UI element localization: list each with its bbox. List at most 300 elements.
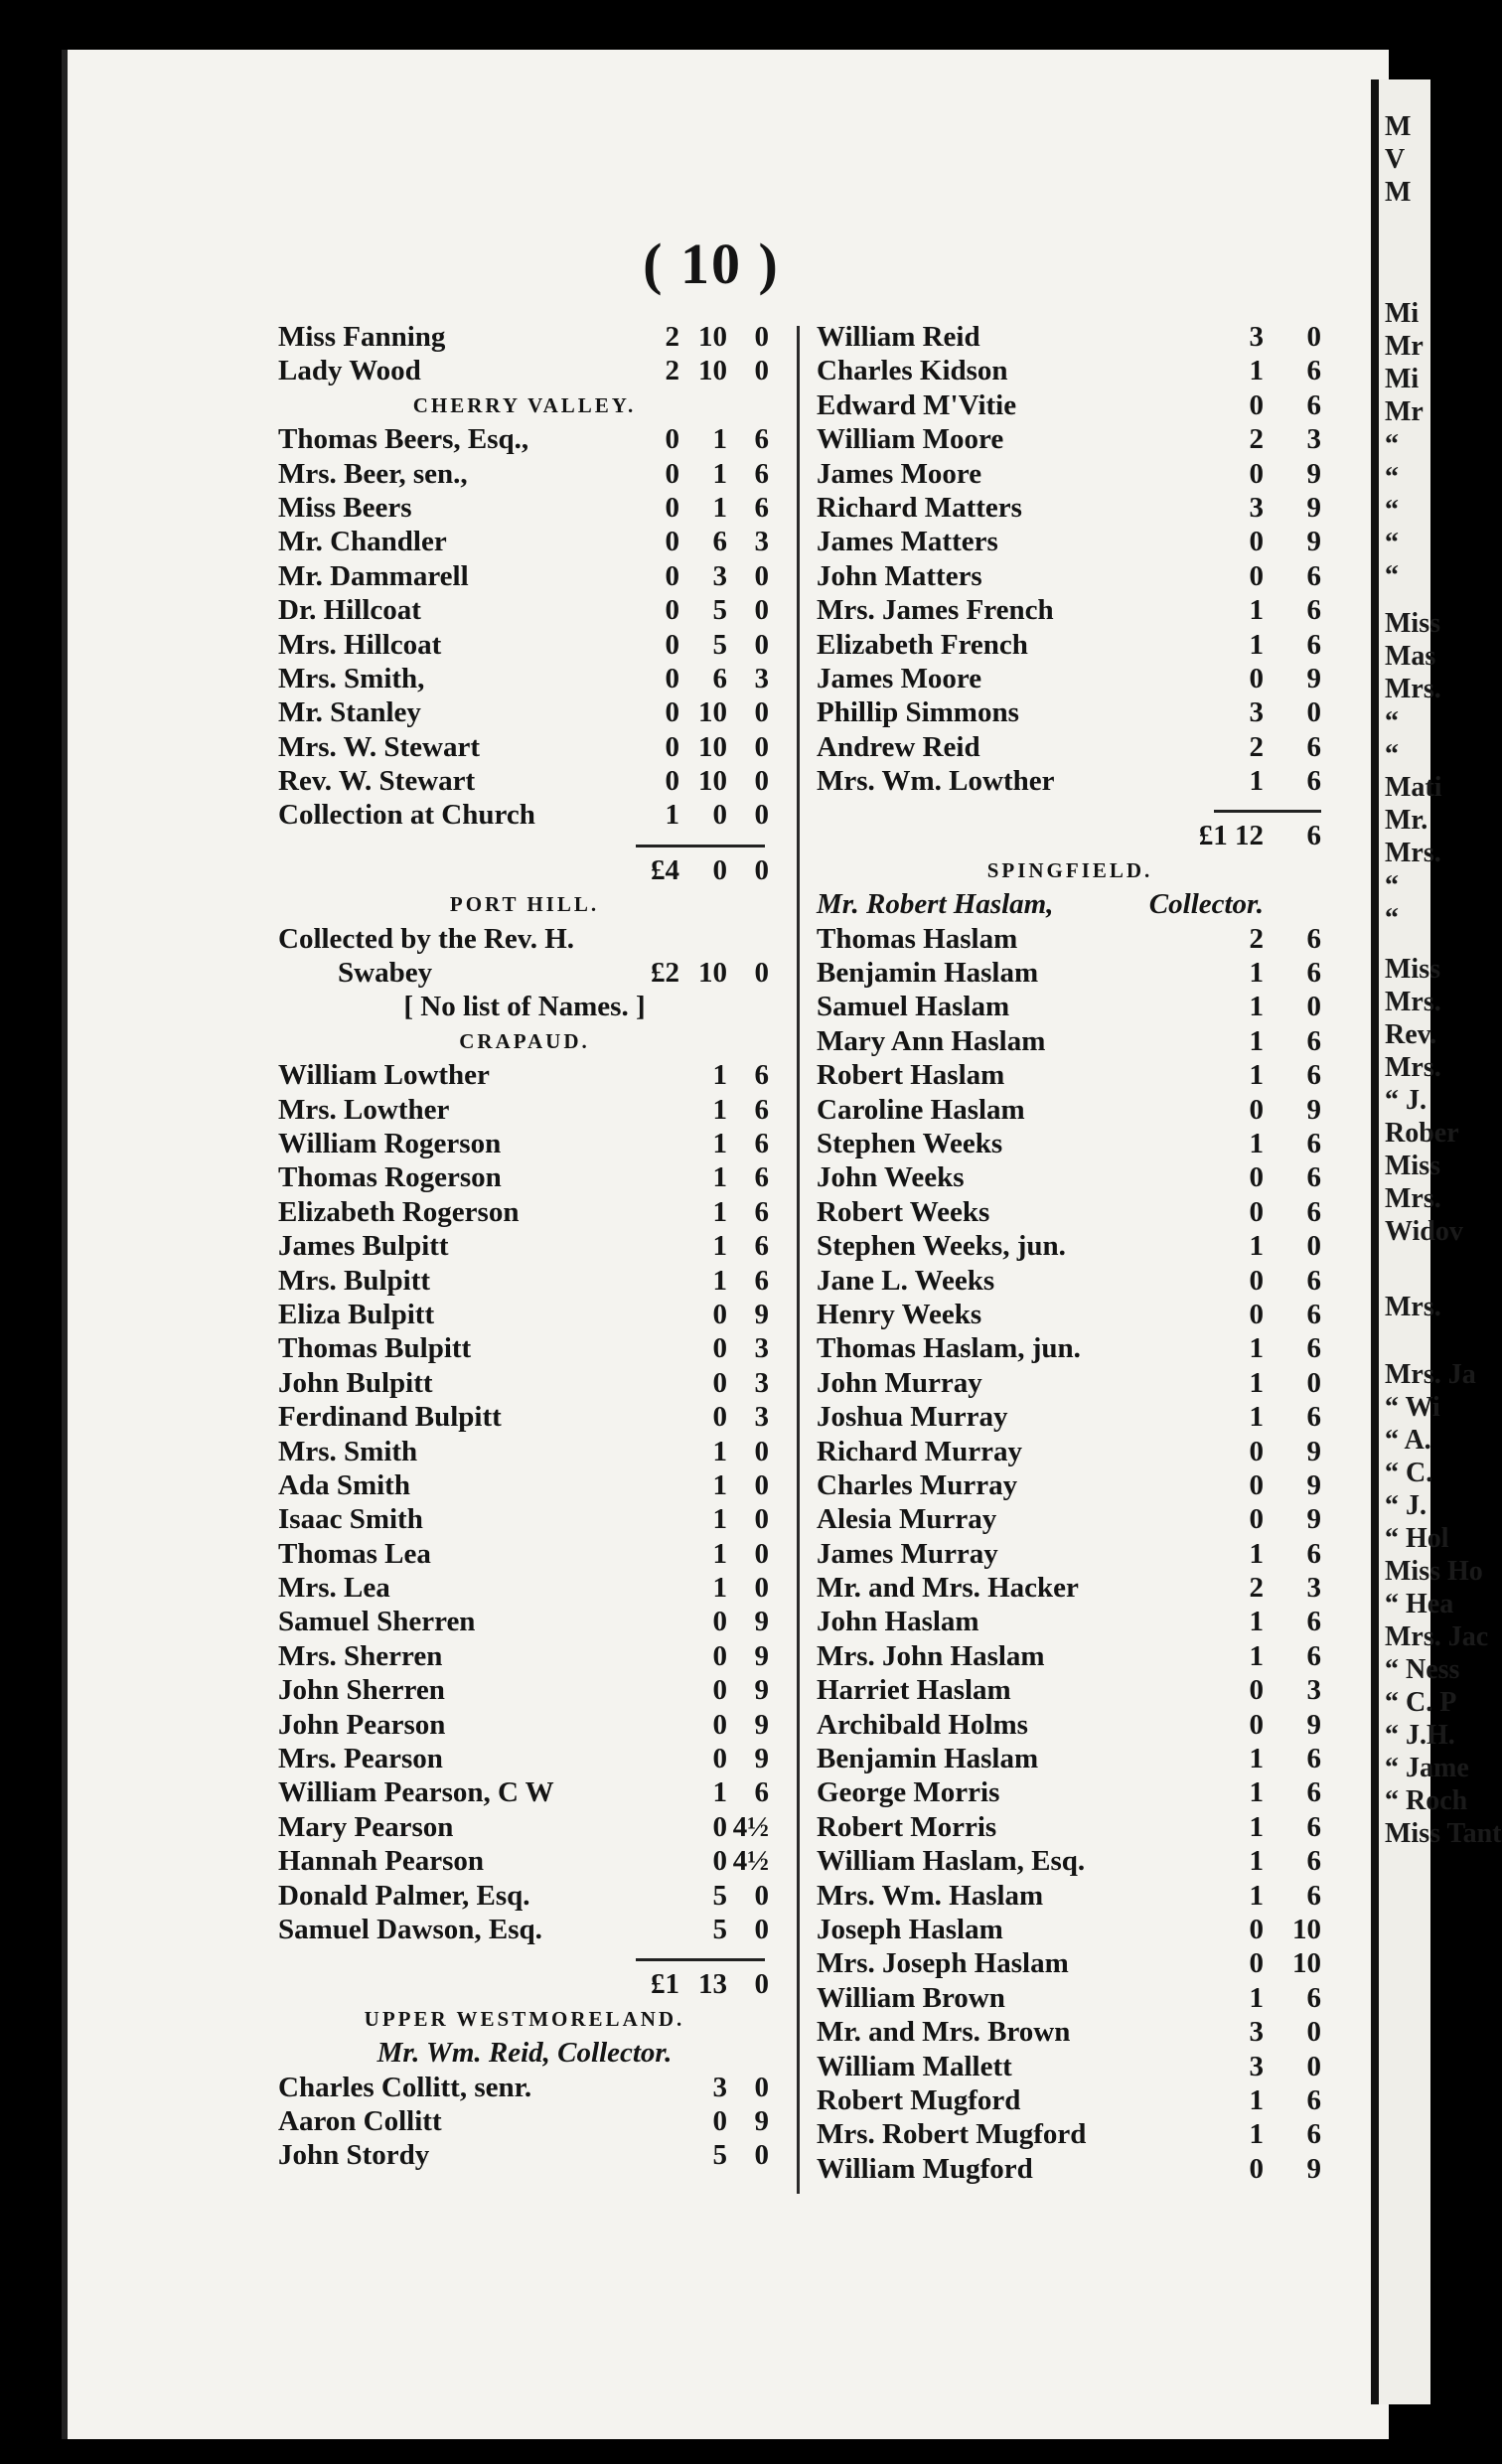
list-entry — [278, 1673, 771, 1707]
list-entry — [278, 662, 771, 695]
entry-name: William Brown — [817, 1981, 1005, 2014]
amount-shillings: 6 — [1306, 922, 1321, 955]
amount-pounds: 1 — [1249, 1401, 1264, 1434]
entry-name: Mrs. Wm. Haslam — [817, 1879, 1044, 1912]
amount-shillings: 0 — [712, 1401, 727, 1434]
list-entry — [817, 354, 1323, 387]
list-entry — [817, 1639, 1323, 1673]
entry-name: Isaac Smith — [278, 1503, 423, 1536]
entry-name: Mr. and Mrs. Brown — [817, 2016, 1071, 2049]
adjacent-page-fragment: “ — [1385, 462, 1399, 493]
entry-name: Eliza Bulpitt — [278, 1298, 435, 1330]
section-total — [817, 819, 1323, 852]
amount-pounds: 0 — [1249, 1435, 1264, 1467]
amount-shillings: 0 — [712, 1606, 727, 1638]
amount-pence: 3 — [754, 1401, 769, 1434]
adjacent-page-fragment: “ J. — [1385, 1490, 1427, 1521]
list-entry — [817, 457, 1323, 491]
amount-shillings: 6 — [1306, 1606, 1321, 1638]
entry-name: William Haslam, Esq. — [817, 1845, 1086, 1878]
adjacent-page-fragment: “ C. — [1385, 1458, 1433, 1488]
amount-pence: 0 — [754, 355, 769, 387]
entry-name: Mrs. Wm. Lowther — [817, 765, 1055, 798]
entry-name: Mr. Wm. Reid, Collector. — [376, 2037, 673, 2070]
adjacent-page-fragment: “ Jame — [1385, 1753, 1469, 1783]
entry-name: John Pearson — [278, 1708, 446, 1741]
entry-name: Collected by the Rev. H. — [278, 922, 575, 955]
entry-name: Mrs. Joseph Haslam — [817, 1947, 1069, 1980]
amount-shillings: 6 — [1306, 355, 1321, 387]
adjacent-page-fragment: Widov — [1385, 1216, 1463, 1247]
adjacent-page-fragment: “ Hol — [1385, 1523, 1449, 1554]
amount-pounds: 1 — [1249, 991, 1264, 1023]
amount-shillings: 5 — [712, 628, 727, 661]
amount-shillings: 10 — [698, 957, 727, 990]
amount-pounds: 0 — [665, 730, 679, 763]
amount-pounds: 0 — [665, 696, 679, 729]
entry-name: George Morris — [817, 1776, 1000, 1809]
adjacent-page-fragment: Rev. — [1385, 1019, 1437, 1050]
entry-name: Ada Smith — [278, 1468, 410, 1501]
amount-shillings: 13 — [698, 1968, 727, 2001]
amount-shillings: 5 — [712, 594, 727, 627]
entry-name: Henry Weeks — [817, 1298, 982, 1330]
amount-pounds: 0 — [1249, 1947, 1264, 1980]
amount-pence: 6 — [754, 1264, 769, 1297]
entry-name: James Moore — [817, 457, 982, 490]
entry-name: Mrs. Robert Mugford — [817, 2118, 1087, 2151]
section-heading — [278, 388, 771, 422]
amount-pounds: 1 — [1249, 1606, 1264, 1638]
list-entry — [817, 422, 1323, 456]
entry-name: Dr. Hillcoat — [278, 594, 421, 627]
collector-line — [278, 2036, 771, 2070]
entry-name: Stephen Weeks, jun. — [817, 1230, 1066, 1263]
amount-shillings: 9 — [1306, 1093, 1321, 1126]
entry-name: Mrs. Smith — [278, 1435, 418, 1467]
amount-pounds: 3 — [1249, 2050, 1264, 2082]
amount-pence: 9 — [754, 1743, 769, 1775]
amount-pounds: 2 — [665, 321, 679, 353]
amount-shillings: 1 — [712, 1572, 727, 1605]
left-column — [278, 320, 771, 2173]
list-entry — [278, 1195, 771, 1229]
amount-shillings: 9 — [1306, 2152, 1321, 2185]
section-heading — [278, 1024, 771, 1058]
amount-pounds: 0 — [1249, 1298, 1264, 1330]
entry-name: Miss Fanning — [278, 321, 446, 353]
adjacent-page-fragment: “ — [1385, 560, 1399, 591]
entry-name: Robert Haslam — [817, 1059, 1005, 1092]
amount-pounds: 0 — [1249, 1264, 1264, 1297]
list-entry — [278, 1742, 771, 1775]
entry-name: Benjamin Haslam — [817, 1743, 1039, 1775]
list-entry — [278, 798, 771, 832]
amount-shillings: 6 — [1306, 388, 1321, 421]
entry-name: Thomas Lea — [278, 1537, 431, 1570]
amount-shillings: 6 — [1306, 594, 1321, 627]
list-entry — [278, 1605, 771, 1638]
amount-shillings: 6 — [1306, 1981, 1321, 2014]
amount-shillings: 9 — [1306, 1435, 1321, 1467]
entry-name: Robert Weeks — [817, 1195, 990, 1228]
adjacent-page-fragment: Rober — [1385, 1118, 1459, 1149]
amount-pence: 6 — [754, 1230, 769, 1263]
list-entry — [278, 1229, 771, 1263]
adjacent-page-fragment: Mrs. — [1385, 1183, 1441, 1214]
entry-name: James Murray — [817, 1537, 998, 1570]
amount-shillings: 10 — [698, 696, 727, 729]
list-entry — [278, 1435, 771, 1468]
amount-shillings: 6 — [1306, 1845, 1321, 1878]
amount-pence: 0 — [754, 1879, 769, 1912]
entry-name: Ferdinand Bulpitt — [278, 1401, 502, 1434]
entry-name: Joseph Haslam — [817, 1913, 1003, 1945]
entry-name: Charles Murray — [817, 1468, 1018, 1501]
amount-shillings: 1 — [712, 1195, 727, 1228]
amount-shillings: 6 — [1306, 1537, 1321, 1570]
list-entry — [278, 1502, 771, 1536]
list-entry — [278, 320, 771, 354]
amount-pounds: 1 — [665, 799, 679, 832]
amount-shillings: 0 — [712, 1332, 727, 1365]
entry-name: Mrs. W. Stewart — [278, 730, 480, 763]
adjacent-page-fragment: “ — [1385, 528, 1399, 558]
amount-shillings: 6 — [1306, 1195, 1321, 1228]
adjacent-page-fragment: V — [1385, 144, 1406, 175]
amount-shillings: 6 — [1306, 1127, 1321, 1159]
list-entry — [817, 1127, 1323, 1160]
list-entry — [817, 1810, 1323, 1844]
adjacent-page-fragment: Mrs. — [1385, 1052, 1441, 1083]
list-entry — [817, 1468, 1323, 1502]
amount-pence: 3 — [754, 1332, 769, 1365]
list-entry — [817, 1571, 1323, 1605]
list-entry — [817, 1264, 1323, 1298]
entry-name: Thomas Haslam — [817, 922, 1018, 955]
list-entry — [817, 1093, 1323, 1127]
entry-name: Mr. Stanley — [278, 696, 421, 729]
adjacent-page-fragment: Mrs. — [1385, 838, 1441, 868]
amount-pounds: 3 — [1249, 2016, 1264, 2049]
amount-shillings: 6 — [1306, 1059, 1321, 1092]
amount-pounds: £2 — [651, 957, 679, 990]
adjacent-page-fragment: “ — [1385, 870, 1399, 901]
amount-shillings: 0 — [1306, 1230, 1321, 1263]
amount-shillings: 6 — [1306, 1401, 1321, 1434]
amount-pence: 0 — [754, 799, 769, 832]
amount-pence: 9 — [754, 1674, 769, 1707]
list-entry — [278, 764, 771, 798]
list-entry — [817, 990, 1323, 1023]
list-entry — [817, 764, 1323, 798]
entry-name: Hannah Pearson — [278, 1845, 485, 1878]
list-entry — [278, 2071, 771, 2104]
amount-pence: 9 — [754, 1639, 769, 1672]
list-entry — [817, 559, 1323, 593]
entry-name: Mrs. Sherren — [278, 1639, 443, 1672]
amount-shillings: 1 — [712, 1537, 727, 1570]
entry-name: Collection at Church — [278, 799, 535, 832]
amount-shillings: 0 — [712, 1708, 727, 1741]
adjacent-page-fragment: Mrs. Jac — [1385, 1621, 1489, 1652]
list-entry — [278, 1331, 771, 1365]
entry-name: Aaron Collitt — [278, 2104, 442, 2137]
amount-pounds: 1 — [1249, 957, 1264, 990]
list-entry — [817, 2152, 1323, 2186]
amount-pounds: 0 — [1249, 559, 1264, 592]
adjacent-page-fragment: Mas — [1385, 641, 1436, 672]
amount-pence: 0 — [754, 2071, 769, 2103]
amount-pounds: 1 — [1249, 1127, 1264, 1159]
entry-name: Thomas Beers, Esq., — [278, 423, 529, 456]
list-entry — [817, 956, 1323, 990]
entry-name: James Bulpitt — [278, 1230, 449, 1263]
amount-shillings: 6 — [1306, 1743, 1321, 1775]
amount-pounds: £1 12 — [1198, 820, 1264, 852]
collector-line — [817, 887, 1323, 921]
adjacent-page-fragment: “ — [1385, 495, 1399, 526]
amount-pounds: 2 — [1249, 423, 1264, 456]
amount-pence: 6 — [754, 491, 769, 524]
section-heading — [278, 887, 771, 921]
adjacent-page-fragment: Mrs. Ja — [1385, 1359, 1476, 1390]
amount-shillings: 0 — [712, 799, 727, 832]
amount-shillings: 6 — [1306, 1298, 1321, 1330]
section-total — [278, 853, 771, 887]
adjacent-page-fragment: “ C. P — [1385, 1687, 1457, 1718]
amount-shillings: 6 — [1306, 1264, 1321, 1297]
list-entry — [278, 1264, 771, 1298]
entry-name: Swabey — [338, 957, 433, 990]
amount-pence: 0 — [754, 1537, 769, 1570]
amount-shillings: 6 — [1306, 2118, 1321, 2151]
entry-name: Elizabeth French — [817, 628, 1028, 661]
amount-shillings: 6 — [1306, 1024, 1321, 1057]
entry-name: John Haslam — [817, 1606, 979, 1638]
amount-pence: 0 — [754, 696, 769, 729]
amount-pounds: 1 — [1249, 765, 1264, 798]
amount-pounds: 0 — [665, 594, 679, 627]
total-rule — [1214, 810, 1321, 813]
list-entry — [278, 956, 771, 990]
adjacent-page-fragment: Miss — [1385, 954, 1440, 985]
amount-shillings: 1 — [712, 1435, 727, 1467]
amount-shillings: 0 — [1306, 696, 1321, 729]
adjacent-page-fragment: Mr — [1385, 331, 1424, 362]
adjacent-page-fragment: M — [1385, 111, 1412, 142]
list-entry — [278, 593, 771, 627]
entry-name: William Reid — [817, 321, 980, 353]
amount-pence: 6 — [754, 1195, 769, 1228]
entry-name: John Weeks — [817, 1161, 965, 1194]
amount-shillings: 10 — [698, 321, 727, 353]
amount-pounds: 0 — [1249, 388, 1264, 421]
list-entry — [817, 1058, 1323, 1092]
adjacent-page-fragment: Mr — [1385, 396, 1424, 427]
list-entry — [817, 2117, 1323, 2151]
adjacent-page-fragment: Mr. — [1385, 805, 1428, 836]
list-entry — [278, 1639, 771, 1673]
adjacent-page-fragment: Mrs. — [1385, 674, 1441, 704]
amount-pounds: 3 — [1249, 491, 1264, 524]
amount-pounds: 1 — [1249, 1639, 1264, 1672]
amount-shillings: 0 — [1306, 2016, 1321, 2049]
amount-pounds: £4 — [651, 853, 679, 886]
amount-shillings: 1 — [712, 423, 727, 456]
amount-pence: 9 — [754, 2104, 769, 2137]
entry-name: CHERRY VALLEY. — [412, 392, 637, 417]
note-line — [278, 990, 771, 1023]
adjacent-page-fragment: “ J. — [1385, 1085, 1427, 1116]
amount-shillings: 6 — [1306, 1332, 1321, 1365]
amount-pounds: 1 — [1249, 2118, 1264, 2151]
entry-name: Samuel Dawson, Esq. — [278, 1913, 542, 1945]
section-heading — [278, 2002, 771, 2036]
amount-pence: 0 — [754, 730, 769, 763]
amount-pounds: 0 — [1249, 1195, 1264, 1228]
entry-name: John Bulpitt — [278, 1366, 433, 1399]
amount-shillings: 6 — [712, 662, 727, 694]
amount-pence: 3 — [754, 662, 769, 694]
list-entry — [278, 1571, 771, 1605]
entry-name: Harriet Haslam — [817, 1674, 1011, 1707]
amount-pounds: 2 — [1249, 730, 1264, 763]
adjacent-page-fragment: Mrs. — [1385, 987, 1441, 1017]
amount-pounds: 2 — [1249, 1572, 1264, 1605]
total-rule — [636, 845, 765, 847]
list-entry — [817, 1775, 1323, 1809]
amount-pence: 0 — [754, 765, 769, 798]
amount-shillings: 10 — [698, 355, 727, 387]
amount-pence: 0 — [754, 594, 769, 627]
list-entry — [817, 491, 1323, 525]
adjacent-page-fragment: “ J.H. — [1385, 1720, 1455, 1751]
amount-pounds: 3 — [1249, 321, 1264, 353]
list-entry — [278, 1708, 771, 1742]
amount-pence: 4½ — [732, 1810, 769, 1843]
entry-name: Mrs. Smith, — [278, 662, 425, 694]
adjacent-page-fragment: “ — [1385, 429, 1399, 460]
amount-pence: 0 — [754, 1435, 769, 1467]
list-entry — [817, 628, 1323, 662]
amount-pence: 0 — [754, 321, 769, 353]
adjacent-page-fragment: “ — [1385, 706, 1399, 737]
entry-name: CRAPAUD. — [459, 1028, 590, 1053]
amount-shillings: 0 — [712, 1743, 727, 1775]
amount-shillings: 3 — [1306, 423, 1321, 456]
list-entry — [278, 1400, 771, 1434]
amount-shillings: 6 — [1306, 559, 1321, 592]
adjacent-page-fragment: “ Roch — [1385, 1785, 1468, 1816]
list-entry — [817, 1537, 1323, 1571]
amount-pence: 4½ — [732, 1845, 769, 1878]
entry-name: William Mallett — [817, 2050, 1012, 2082]
adjacent-page-fragment: “ — [1385, 739, 1399, 770]
entry-name: Mary Pearson — [278, 1810, 454, 1843]
amount-pence: 0 — [754, 2139, 769, 2172]
amount-shillings: 0 — [1306, 1366, 1321, 1399]
amount-shillings: 9 — [1306, 662, 1321, 694]
amount-shillings: 0 — [712, 853, 727, 886]
amount-shillings: 1 — [712, 1776, 727, 1809]
amount-pence: 6 — [754, 1127, 769, 1159]
entry-name: Thomas Rogerson — [278, 1161, 502, 1194]
entry-name: John Murray — [817, 1366, 982, 1399]
list-entry — [278, 354, 771, 387]
amount-pounds: 0 — [665, 457, 679, 490]
amount-shillings: 6 — [1306, 765, 1321, 798]
list-entry — [817, 695, 1323, 729]
list-entry — [817, 1605, 1323, 1638]
amount-shillings: 9 — [1306, 1708, 1321, 1741]
entry-name: Mr. and Mrs. Hacker — [817, 1572, 1079, 1605]
amount-shillings: 10 — [698, 765, 727, 798]
amount-pence: 6 — [754, 423, 769, 456]
amount-shillings: 6 — [1306, 1639, 1321, 1672]
amount-pence: 9 — [754, 1606, 769, 1638]
amount-pence: 9 — [754, 1298, 769, 1330]
amount-pence: 0 — [754, 1913, 769, 1945]
amount-pounds: 2 — [1249, 922, 1264, 955]
entry-name: Charles Collitt, senr. — [278, 2071, 532, 2103]
entry-name: Phillip Simmons — [817, 696, 1019, 729]
amount-pounds: 0 — [665, 491, 679, 524]
list-entry — [817, 1742, 1323, 1775]
list-entry — [278, 1366, 771, 1400]
entry-name: Rev. W. Stewart — [278, 765, 476, 798]
amount-pounds: 0 — [1249, 1913, 1264, 1945]
amount-shillings: 0 — [712, 2104, 727, 2137]
amount-shillings: 3 — [712, 2071, 727, 2103]
list-entry — [817, 1400, 1323, 1434]
list-entry — [817, 1913, 1323, 1946]
amount-shillings: 1 — [712, 457, 727, 490]
entry-name: James Moore — [817, 662, 982, 694]
amount-shillings: 1 — [712, 1230, 727, 1263]
amount-pounds: 1 — [1249, 1230, 1264, 1263]
entry-name: Mary Ann Haslam — [817, 1024, 1046, 1057]
adjacent-page-fragment: “ Ness — [1385, 1654, 1460, 1685]
amount-shillings: 3 — [712, 559, 727, 592]
entry-name: Samuel Sherren — [278, 1606, 476, 1638]
list-entry — [278, 422, 771, 456]
amount-pounds: 0 — [665, 559, 679, 592]
section-heading — [817, 853, 1323, 887]
amount-shillings: 0 — [712, 1845, 727, 1878]
entry-name: Samuel Haslam — [817, 991, 1010, 1023]
entry-name: William Moore — [817, 423, 1004, 456]
amount-shillings: 5 — [712, 1913, 727, 1945]
list-entry — [817, 1024, 1323, 1058]
list-entry — [817, 2015, 1323, 2049]
amount-pounds: 1 — [1249, 1981, 1264, 2014]
amount-shillings: 9 — [1306, 1503, 1321, 1536]
list-entry — [278, 1298, 771, 1331]
amount-shillings: 10 — [698, 730, 727, 763]
amount-pence: 6 — [754, 457, 769, 490]
entry-name: Robert Morris — [817, 1810, 997, 1843]
entry-name: Lady Wood — [278, 355, 421, 387]
amount-pounds: 0 — [665, 662, 679, 694]
entry-name: John Stordy — [278, 2139, 430, 2172]
amount-pounds: 1 — [1249, 1366, 1264, 1399]
right-column — [817, 320, 1323, 2186]
amount-pounds: 0 — [1249, 1093, 1264, 1126]
amount-shillings: 1 — [712, 1264, 727, 1297]
amount-pounds: 1 — [1249, 1776, 1264, 1809]
adjacent-page-fragment: Mi — [1385, 364, 1420, 394]
